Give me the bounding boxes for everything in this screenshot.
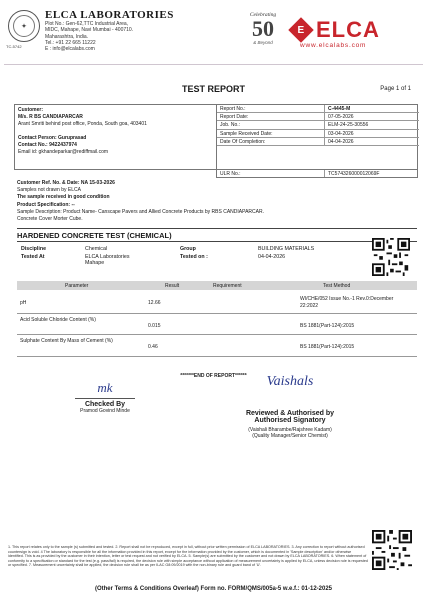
qr-code-icon <box>372 238 410 276</box>
tested-at-value: ELCA Laboratories Mahape <box>85 254 130 267</box>
address-line: Tel.: +91 22 665 11222 <box>45 39 96 46</box>
field-key: Date Of Completion: <box>217 138 325 145</box>
table-row <box>17 335 417 357</box>
sample-condition: The sample received in good condition <box>17 194 110 201</box>
accreditation-seal <box>8 10 40 42</box>
celebrating-text: Celebrating <box>249 12 277 18</box>
report-info-table <box>14 104 418 170</box>
reviewed-title: Reviewed & Authorised by <box>245 410 335 417</box>
field-value: 04-04-2026 <box>328 138 354 145</box>
checker-signature: mk <box>97 380 113 395</box>
customer-label: Customer: <box>18 107 44 113</box>
header-divider <box>4 64 423 65</box>
tested-on-value: 04-04-2026 <box>258 254 286 260</box>
group-label: Group <box>180 246 196 252</box>
sample-details <box>17 180 417 223</box>
checker-name: Pramod Govind Minde <box>80 407 130 414</box>
signature-line <box>75 398 135 399</box>
row-result: 0.46 <box>148 344 158 350</box>
checked-by-block <box>65 380 145 414</box>
customer-cell <box>15 105 217 169</box>
header-requirement: Requirement <box>213 282 242 289</box>
lab-name: ELCA LABORATORIES <box>45 9 174 21</box>
customer-address: Arant Smriti behind post office, Ponda, South goa, 403401 <box>18 121 147 127</box>
beyond-text: & Beyond <box>253 40 273 45</box>
end-of-report: *******END OF REPORT****** <box>180 373 247 379</box>
ulr-label: ULR No.: <box>217 170 325 177</box>
address-line: E : info@elcalabs.com <box>45 46 95 53</box>
sample-description-2: Concrete Cover Morter Cube. <box>17 216 83 223</box>
field-value: ELM-24-25-30556 <box>328 122 369 129</box>
completion-date-row <box>217 138 419 146</box>
contact-number: Contact No.: 9422437974 <box>18 142 77 148</box>
samples-drawn-note: Samples not drawn by ELCA <box>17 187 81 194</box>
field-value: 07-05-2026 <box>328 114 354 121</box>
lab-address <box>45 21 215 52</box>
field-value: 03-04-2026 <box>328 130 354 137</box>
website-link[interactable]: www.elcalabs.com <box>300 42 367 49</box>
tested-on-label: Tested on : <box>180 254 208 260</box>
section-bottom-rule <box>17 241 417 242</box>
brand-mark: E <box>297 24 305 36</box>
elca-diamond-icon <box>288 17 313 42</box>
qr-code-icon <box>372 530 412 570</box>
address-line: Maharashtra, India. <box>45 33 89 40</box>
header-parameter: Parameter <box>65 282 89 289</box>
row-method: WI/CHE/052 Issue No.-1 Rev.0:December 22:2022 <box>300 296 394 309</box>
ulr-value: TC574326000012069F <box>328 171 380 177</box>
table-header <box>17 281 417 290</box>
discipline-value: Chemical <box>85 246 108 252</box>
row-parameter: Acid Soluble Chloride Content (%) <box>20 317 96 323</box>
report-no-row <box>217 105 419 113</box>
received-date-row <box>217 130 419 138</box>
elca-brand-logo <box>292 17 380 43</box>
address-line: Plot No.: Gen-62,TTC Industrial Area, <box>45 21 129 27</box>
ulr-row <box>216 170 418 178</box>
authoriser-role: (Quality Manager/Senior Chemist) <box>252 433 328 439</box>
anniversary-logo <box>240 12 286 45</box>
field-key: Report No.: <box>217 105 325 112</box>
field-key: Sample Received Date: <box>217 130 325 137</box>
report-title: TEST REPORT <box>181 84 245 94</box>
field-key: Job. No.: <box>217 121 325 128</box>
customer-name: M/s. R BS CANDIAPARCAR <box>18 114 83 120</box>
authorised-by-block <box>230 374 350 439</box>
customer-ref: Customer Ref. No. & Date: NA 15-03-2026 <box>17 180 115 186</box>
seal-emblem-icon: ✦ <box>13 15 35 37</box>
row-parameter: pH <box>20 300 27 306</box>
seal-code: TC-5742 <box>6 44 22 49</box>
terms-fine-print: 1. This report relates only to the sample (s) submitted and tested. 2. Report shall not be reproduced, except in full, without prior written permission of ELCA LABORATORIES. 3. Any correction to report without authorised countersign is void. 4 The laboratory is responsible for all the information provided in this report, except for the information provided by the customer, which is documented in 'Sample description' and/or otherwise identified. This is as provided by the customer in their intention, letter or test request and not verified by ELCA. 5. Sample(s) are submitted by the customer and not drawn by ELCA LABORATORIES. 6. When statement of conformity to a specification or standard for the test (e.g. pass/fail) is required, the decision rule with simple acceptance without application of measurement uncertainty is applied by ELCA, unless decision rule is requested or specified. 7. Measurement uncertainty shall be applied, the decision rule shall be as per ILAC G8:09/2019 with the non-binary rule and guard band of 'U'. <box>8 545 368 567</box>
authorised-signatory-title: Authorised Signatory <box>254 417 326 424</box>
row-result: 0.015 <box>148 323 161 329</box>
authoriser-signature: Vaishals <box>266 374 314 389</box>
report-date-row <box>217 113 419 121</box>
job-no-row <box>217 121 419 129</box>
section-top-rule <box>17 228 417 229</box>
address-line: MIDC, Mahape, Navi Mumbai - 400710. <box>45 27 134 34</box>
contact-person: Contact Person: Guruprasad <box>18 135 87 141</box>
page-number: Page 1 of 1 <box>380 86 411 92</box>
customer-email: Email id: gkhandeparkar@rediffmail.com <box>18 149 109 155</box>
checked-by-title: Checked By <box>84 400 126 408</box>
field-key: Report Date: <box>217 113 325 120</box>
header-result: Result <box>165 282 180 289</box>
group-value: BUILDING MATERIALS <box>258 246 315 252</box>
header-test-method: Test Method <box>323 282 351 289</box>
field-value: C-4445-M <box>328 106 351 112</box>
row-method: BS 1881(Part-124):2015 <box>300 323 355 329</box>
section-title: HARDENED CONCRETE TEST (CHEMICAL) <box>17 231 172 240</box>
fifty-years-number: 50 <box>252 16 274 41</box>
form-footer: (Other Terms & Conditions Overleaf) Form no. FORM/QMS/005a-5 w.e.f.: 01-12-2025 <box>94 586 333 592</box>
row-method: BS 1881(Part-124):2015 <box>300 344 355 350</box>
sample-description: Sample Description: Product Name- Canscape Pavers and Allied Concrete Products by RBS CANDIAPARCAR. <box>17 208 264 215</box>
product-specification: Product Specification: -- <box>17 201 75 208</box>
authoriser-name: (Vaishali Bharambe/Rajshree Kadam) <box>248 427 332 433</box>
table-row <box>17 314 417 335</box>
discipline-label: Discipline <box>21 246 47 252</box>
brand-word: ELCA <box>316 17 380 42</box>
row-result: 12.66 <box>148 300 161 306</box>
row-parameter: Sulphate Content By Mass of Cement (%) <box>20 338 113 344</box>
table-row <box>17 292 417 314</box>
tested-at-label: Tested At <box>21 254 45 260</box>
